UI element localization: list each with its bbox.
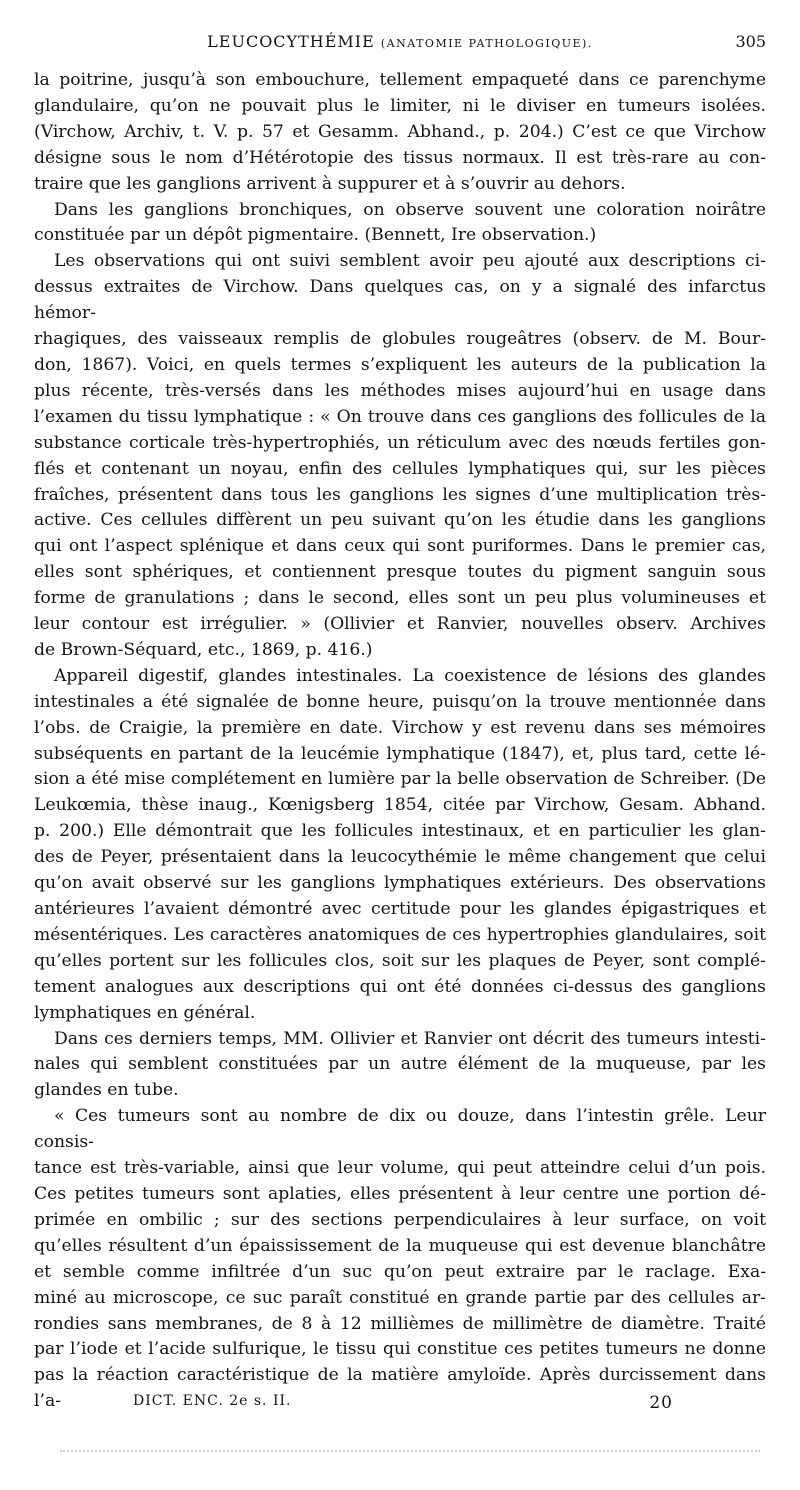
text-line: primée en ombilic ; sur des sections perpendiculaires à leur surface, on voit [34, 1209, 766, 1230]
text-line: p. 200.) Elle démontrait que les follicules intestinaux, et en particulier les glan- [34, 821, 766, 842]
page-footer [133, 1393, 673, 1417]
text-line: Ces petites tumeurs sont aplaties, elles présentent à leur centre une portion dé- [34, 1183, 766, 1204]
text-line: antérieures l’avaient démontré avec certitude pour les glandes épigastriques et [34, 899, 766, 919]
text-line: l’obs. de Craigie, la première en date. Virchow y est revenu dans ses mémoires [34, 717, 766, 738]
text-line: l’examen du tissu lymphatique : « On trouve dans ces ganglions des follicules de la [34, 406, 766, 427]
text-line: intestinales a été signalée de bonne heure, puisqu’on la trouve mentionnée dans [34, 691, 766, 712]
text-line: Dans ces derniers temps, MM. Ollivier et Ranvier ont décrit des tumeurs intesti- [54, 1028, 766, 1049]
text-line: elles sont sphériques, et contiennent presque toutes du pigment sanguin sous [34, 562, 766, 583]
text-line: pas la réaction caractéristique de la matière amyloïde. Après durcissement dans l’a- [34, 1365, 766, 1412]
text-line: Dans les ganglions bronchiques, on observe souvent une coloration noirâtre [54, 199, 766, 220]
text-line: par l’iode et l’acide sulfurique, le tissu qui constitue ces petites tumeurs ne donne [34, 1339, 766, 1360]
text-line: de Brown-Séquard, etc., 1869, p. 416.) [34, 639, 373, 660]
text-line: tance est très-variable, ainsi que leur volume, qui peut atteindre celui d’un pois. [34, 1158, 766, 1179]
text-line: subséquents en partant de la leucémie lymphatique (1847), et, plus tard, cette lé- [34, 743, 766, 764]
text-line: désigne sous le nom d’Hétérotopie des tissus normaux. Il est très-rare au con- [34, 147, 766, 168]
text-line: des de Peyer, présentaient dans la leucocythémie le même changement que celui [34, 847, 766, 868]
text-line: sion a été mise complétement en lumière par la belle observation de Schreiber. (De [34, 769, 766, 790]
text-line: fraîches, présentent dans tous les ganglions les signes d’une multiplication très- [34, 484, 766, 505]
running-title [34, 32, 766, 51]
sheet-number: 20 [649, 1393, 673, 1413]
text-line: glandulaire, qu’on ne pouvait plus le limiter, ni le diviser en tumeurs isolées. [34, 95, 766, 116]
page-number: 305 [735, 32, 766, 51]
text-line: Appareil digestif, glandes intestinales. La coexistence de lésions des glandes [54, 665, 766, 686]
text-line: leur contour est irrégulier. » (Ollivier et Ranvier, nouvelles observ. Archives [34, 614, 766, 635]
text-line: qui ont l’aspect splénique et dans ceux qui sont puriformes. Dans le premier cas, [34, 536, 766, 557]
text-line: miné au microscope, ce suc paraît constitué en grande partie par des cellules ar- [34, 1287, 766, 1308]
text-line: qu’on avait observé sur les ganglions lymphatiques extérieurs. Des observations [34, 873, 766, 894]
text-line: (Virchow, Archiv, t. V. p. 57 et Gesamm. Abhand., p. 204.) C’est ce que Virchow [34, 121, 766, 142]
text-line: la poitrine, jusqu’à son embouchure, tellement empaqueté dans ce parenchyme [34, 70, 766, 90]
text-line: qu’elles résultent d’un épaississement de la muqueuse qui est devenue blanchâtre [34, 1235, 766, 1256]
text-line: glandes en tube. [34, 1080, 179, 1101]
text-line: mésentériques. Les caractères anatomiques de ces hypertrophies glandulaires, soit [34, 924, 766, 945]
text-line: nales qui semblent constituées par un autre élément de la muqueuse, par les [34, 1054, 766, 1075]
text-line: « Ces tumeurs sont au nombre de dix ou douze, dans l’intestin grêle. Leur consis- [34, 1106, 766, 1153]
printer-signature: DICT. ENC. 2e s. II. [133, 1393, 292, 1409]
text-line: Leukœmia, thèse inaug., Kœnigsberg 1854, citée par Virchow, Gesam. Abhand. [34, 795, 766, 816]
text-line: substance corticale très-hypertrophiés, un réticulum avec des nœuds fertiles gon- [34, 432, 766, 453]
running-title-main: LEUCOCYTHÉMIE [207, 32, 375, 51]
text-line: plus récente, très-versés dans les méthodes mises aujourd’hui en usage dans [34, 380, 766, 401]
scan-artifact-dots [60, 1450, 760, 1456]
text-line: Les observations qui ont suivi semblent avoir peu ajouté aux descriptions ci- [54, 251, 766, 272]
running-header [34, 32, 766, 60]
text-line: dessus extraites de Virchow. Dans quelques cas, on y a signalé des infarctus hémor- [34, 277, 766, 324]
text-line: rondies sans membranes, de 8 à 12 millièmes de millimètre de diamètre. Traité [34, 1313, 766, 1334]
text-line: constituée par un dépôt pigmentaire. (Bennett, Ire observation.) [34, 225, 597, 246]
text-line: qu’elles portent sur les follicules clos, soit sur les plaques de Peyer, sont complé- [34, 950, 766, 971]
text-line: don, 1867). Voici, en quels termes s’expliquent les auteurs de la publication la [34, 354, 766, 375]
text-line: flés et contenant un noyau, enfin des cellules lymphatiques qui, sur les pièces [34, 458, 766, 479]
text-line: forme de granulations ; dans le second, elles sont un peu plus volumineuses et [34, 588, 766, 609]
text-line: rhagiques, des vaisseaux remplis de globules rougeâtres (observ. de M. Bour- [34, 329, 766, 350]
text-line: tement analogues aux descriptions qui ont été données ci-dessus des ganglions [34, 976, 766, 997]
text-line: traire que les ganglions arrivent à suppurer et à s’ouvrir au dehors. [34, 173, 626, 194]
running-title-subtitle: (ANATOMIE PATHOLOGIQUE). [380, 37, 593, 50]
text-line: et semble comme infiltrée d’un suc qu’on peut extraire par le raclage. Exa- [34, 1261, 766, 1282]
text-line: active. Ces cellules diffèrent un peu suivant qu’on les étudie dans les ganglions [34, 510, 766, 531]
text-line: lymphatiques en général. [34, 1002, 256, 1023]
body-text [34, 68, 766, 1415]
